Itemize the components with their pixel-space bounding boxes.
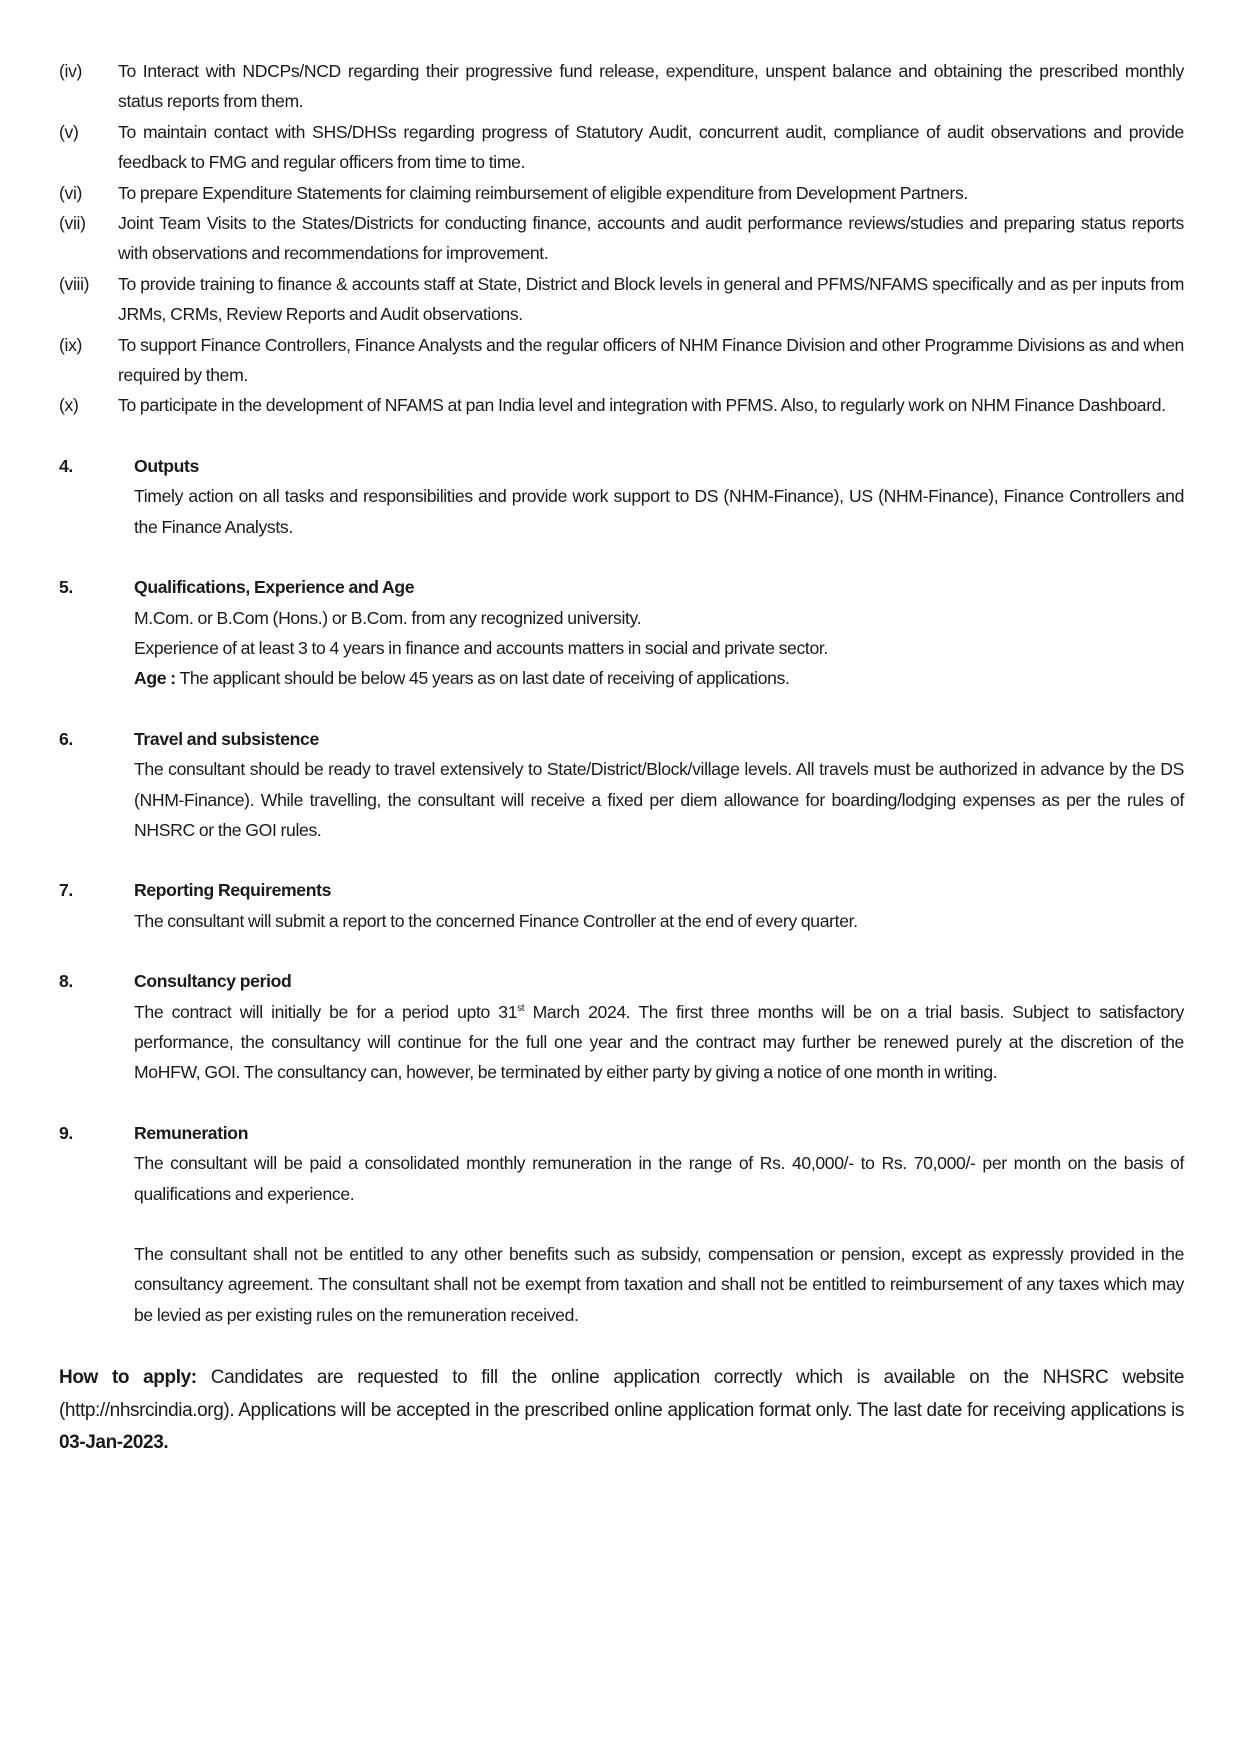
section-heading (59, 1118, 1184, 1148)
list-item-text: Joint Team Visits to the States/Districts for conducting finance, accounts and audit performance reviews/studies and preparing status reports with observations and recommendations for improvement. (118, 213, 1184, 264)
experience-line: Experience of at least 3 to 4 years in finance and accounts matters in social and private sector. (134, 637, 828, 658)
how-to-apply (59, 1362, 1184, 1460)
application-deadline: 03-Jan-2023. (59, 1432, 169, 1454)
body-text-end: March 2024. The first three months will be on a trial basis. Subject to satisfactory performance, the consultancy will continue for the full one year and the contract may further be renewed purely at the discretion of the MoHFW, GOI. The consultancy can, however, be terminated by either party by giving a notice of one month in writing. (134, 1001, 1184, 1083)
section-qualifications (59, 572, 1184, 694)
list-item-number: (vii) (59, 213, 86, 234)
list-item (59, 178, 1184, 208)
section-heading (59, 724, 1184, 754)
section-heading (59, 451, 1184, 481)
age-line (134, 663, 1184, 693)
section-title: Consultancy period (134, 971, 292, 992)
list-item-number: (viii) (59, 273, 90, 294)
section-title: Outputs (134, 455, 199, 476)
how-to-apply-text: Candidates are requested to fill the online application correctly which is available on the NHSRC website (http://nhsrcindia.org). Applications will be accepted in the prescribed online application format only. The last date for receiving applications is (59, 1367, 1184, 1421)
ordinal-suffix: st (517, 1002, 525, 1014)
benefits-paragraph: The consultant shall not be entitled to any other benefits such as subsidy, compensation or pension, except as expressly provided in the consultancy agreement. The consultant shall not be exempt from taxation and shall not be entitled to reimbursement of any taxes which may be levied as per existing rules on the remuneration received. (134, 1244, 1184, 1325)
section-body (134, 603, 1184, 694)
section-body: The consultant will submit a report to the concerned Finance Controller at the end of every quarter. (134, 910, 858, 931)
duties-list (59, 56, 1184, 421)
section-number: 4. (59, 455, 73, 476)
section-consultancy-period (59, 966, 1184, 1088)
age-text: The applicant should be below 45 years as on last date of receiving of applications. (175, 668, 790, 689)
section-number: 5. (59, 577, 73, 598)
section-reporting (59, 875, 1184, 936)
section-title: Qualifications, Experience and Age (134, 577, 415, 598)
document-page (59, 56, 1184, 1460)
list-item-text: To maintain contact with SHS/DHSs regarding progress of Statutory Audit, concurrent audit, compliance of audit observations and provide feedback to FMG and regular officers from time to time. (118, 121, 1184, 173)
section-number: 9. (59, 1122, 73, 1143)
section-number: 8. (59, 971, 73, 992)
section-body: The consultant should be ready to travel extensively to State/District/Block/village levels. All travels must be authorized in advance by the DS (NHM-Finance). While travelling, the consultant will receive a fixed per diem allowance for boarding/lodging expenses as per the rules of NHSRC or the GOI rules. (134, 759, 1184, 840)
section-heading (59, 966, 1184, 996)
section-title: Remuneration (134, 1122, 249, 1143)
list-item-number: (iv) (59, 61, 83, 81)
list-item-number: (x) (59, 395, 79, 416)
list-item (59, 269, 1184, 330)
section-heading (59, 875, 1184, 905)
section-body (134, 1148, 1184, 1330)
list-item (59, 208, 1184, 269)
how-to-apply-label: How to apply: (59, 1367, 197, 1389)
list-item-number: (ix) (59, 334, 83, 355)
body-text-start: The contract will initially be for a period upto 31 (134, 1001, 518, 1022)
remuneration-paragraph: The consultant will be paid a consolidated monthly remuneration in the range of Rs. 40,000/- to Rs. 70,000/- per month on the basis of qualifications and experience. (134, 1153, 1184, 1204)
list-item-number: (v) (59, 121, 79, 142)
section-body: Timely action on all tasks and responsibilities and provide work support to DS (NHM-Finance), US (NHM-Finance), Finance Controllers and the Finance Analysts. (134, 486, 1184, 537)
list-item-text: To Interact with NDCPs/NCD regarding their progressive fund release, expenditure, unspent balance and obtaining the prescribed monthly status reports from them. (118, 61, 1184, 112)
section-remuneration (59, 1118, 1184, 1330)
section-outputs (59, 451, 1184, 542)
list-item (59, 390, 1184, 420)
age-label: Age : (134, 668, 176, 689)
section-travel (59, 724, 1184, 846)
section-number: 7. (59, 880, 73, 901)
section-body (134, 997, 1184, 1088)
list-item-text: To participate in the development of NFAMS at pan India level and integration with PFMS. Also, to regularly work on NHM Finance Dashboard. (118, 395, 1166, 416)
list-item-text: To support Finance Controllers, Finance Analysts and the regular officers of NHM Finance Division and other Programme Divisions as and when required by them. (118, 334, 1184, 386)
paragraph-spacer (134, 1209, 1184, 1239)
section-number: 6. (59, 728, 73, 749)
section-heading (59, 572, 1184, 602)
section-title: Travel and subsistence (134, 728, 319, 749)
section-title: Reporting Requirements (134, 880, 332, 901)
list-item-text: To prepare Expenditure Statements for claiming reimbursement of eligible expenditure from Development Partners. (118, 182, 968, 203)
list-item-text: To provide training to finance & accounts staff at State, District and Block levels in general and PFMS/NFAMS specifically and as per inputs from JRMs, CRMs, Review Reports and Audit observations. (118, 273, 1184, 325)
list-item-number: (vi) (59, 182, 83, 203)
list-item (59, 330, 1184, 391)
list-item (59, 56, 1184, 117)
list-item (59, 117, 1184, 178)
qualification-line: M.Com. or B.Com (Hons.) or B.Com. from any recognized university. (134, 607, 642, 628)
